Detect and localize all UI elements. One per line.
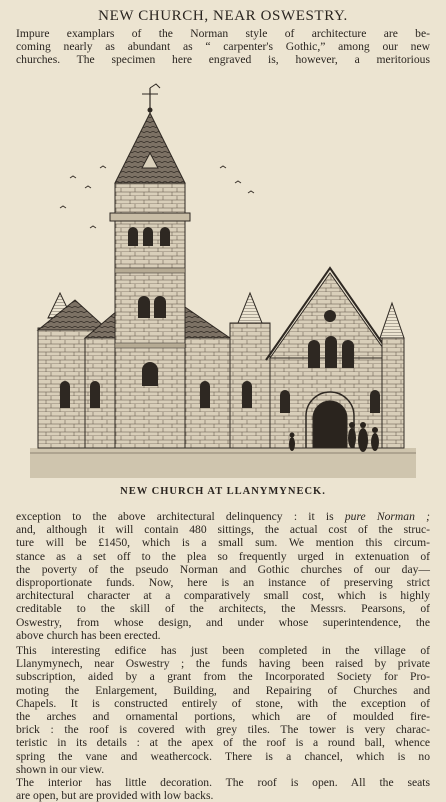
text-line: the poverty of the pseudo Norman and Gothic churches of our day— <box>16 562 430 576</box>
text-line: ture will be £1450, which is a small sum. We mention this circum- <box>16 536 430 550</box>
body-paragraph-3 <box>16 776 430 802</box>
text-line: moting the Enlargement, Building, and Repairing of Churches and <box>16 683 430 697</box>
text-line: Oswestry, from whose design, and under whose superintendence, the <box>16 615 430 629</box>
text-line <box>16 510 430 523</box>
text-line: teristic in its details : at the apex of the roof is a round ball, whence <box>16 736 430 750</box>
text-fragment: exception to the above architectural delinquency : it is <box>16 510 345 523</box>
body-paragraph-2 <box>16 644 430 776</box>
text-line: are open, but are provided with low backs. <box>16 789 214 802</box>
text-line: shown in our view. <box>16 762 105 776</box>
body-paragraph <box>16 510 430 642</box>
text-line: brick : the roof is covered with grey tiles. The tower is very charac- <box>16 723 430 737</box>
text-line: spring the vane and weathercock. There is a chancel, which is no <box>16 749 430 763</box>
text-line: above church has been erected. <box>16 628 161 642</box>
text-line: The interior has little decoration. The roof is open. All the seats <box>16 776 430 789</box>
text-line: disproportionate funds. Now, here is an instance of preserving strict <box>16 576 430 590</box>
text-line: the arches and ornamental portions, which are of moulded fire- <box>16 710 430 724</box>
text-line: architectural character at a comparatively small cost, which is highly <box>16 589 430 603</box>
text-line: Impure examplars of the Norman style of architecture are be- <box>16 27 430 40</box>
italic-text: pure Norman ; <box>344 510 430 523</box>
text-line: subscription, aided by a grant from the Incorporated Society for Pro- <box>16 670 430 684</box>
text-line: Chapels. It is constructed entirely of stone, with the exception of <box>16 696 430 710</box>
text-line: Llanymynech, near Oswestry ; the funds having been raised by private <box>16 657 430 671</box>
church-engraving <box>30 68 416 478</box>
text-line: coming nearly as abundant as “ carpenter's Gothic,” among our new <box>16 40 430 54</box>
intro-paragraph <box>16 27 430 67</box>
text-line: churches. The specimen here engraved is, however, a meritorious <box>16 53 430 67</box>
text-line: creditable to the skill of the architects, the Messrs. Pearsons, of <box>16 602 430 616</box>
article-title: NEW CHURCH, NEAR OSWESTRY. <box>98 8 348 24</box>
text-line: stance as a set off to the plea so frequently urged in extenuation of <box>16 549 430 563</box>
text-line: and, although it will contain 480 sittings, the actual cost of the struc- <box>16 523 430 537</box>
text-line: This interesting edifice has just been completed in the village of <box>16 644 430 657</box>
illustration-caption: NEW CHURCH AT LLANYMYNECK. <box>120 486 326 497</box>
